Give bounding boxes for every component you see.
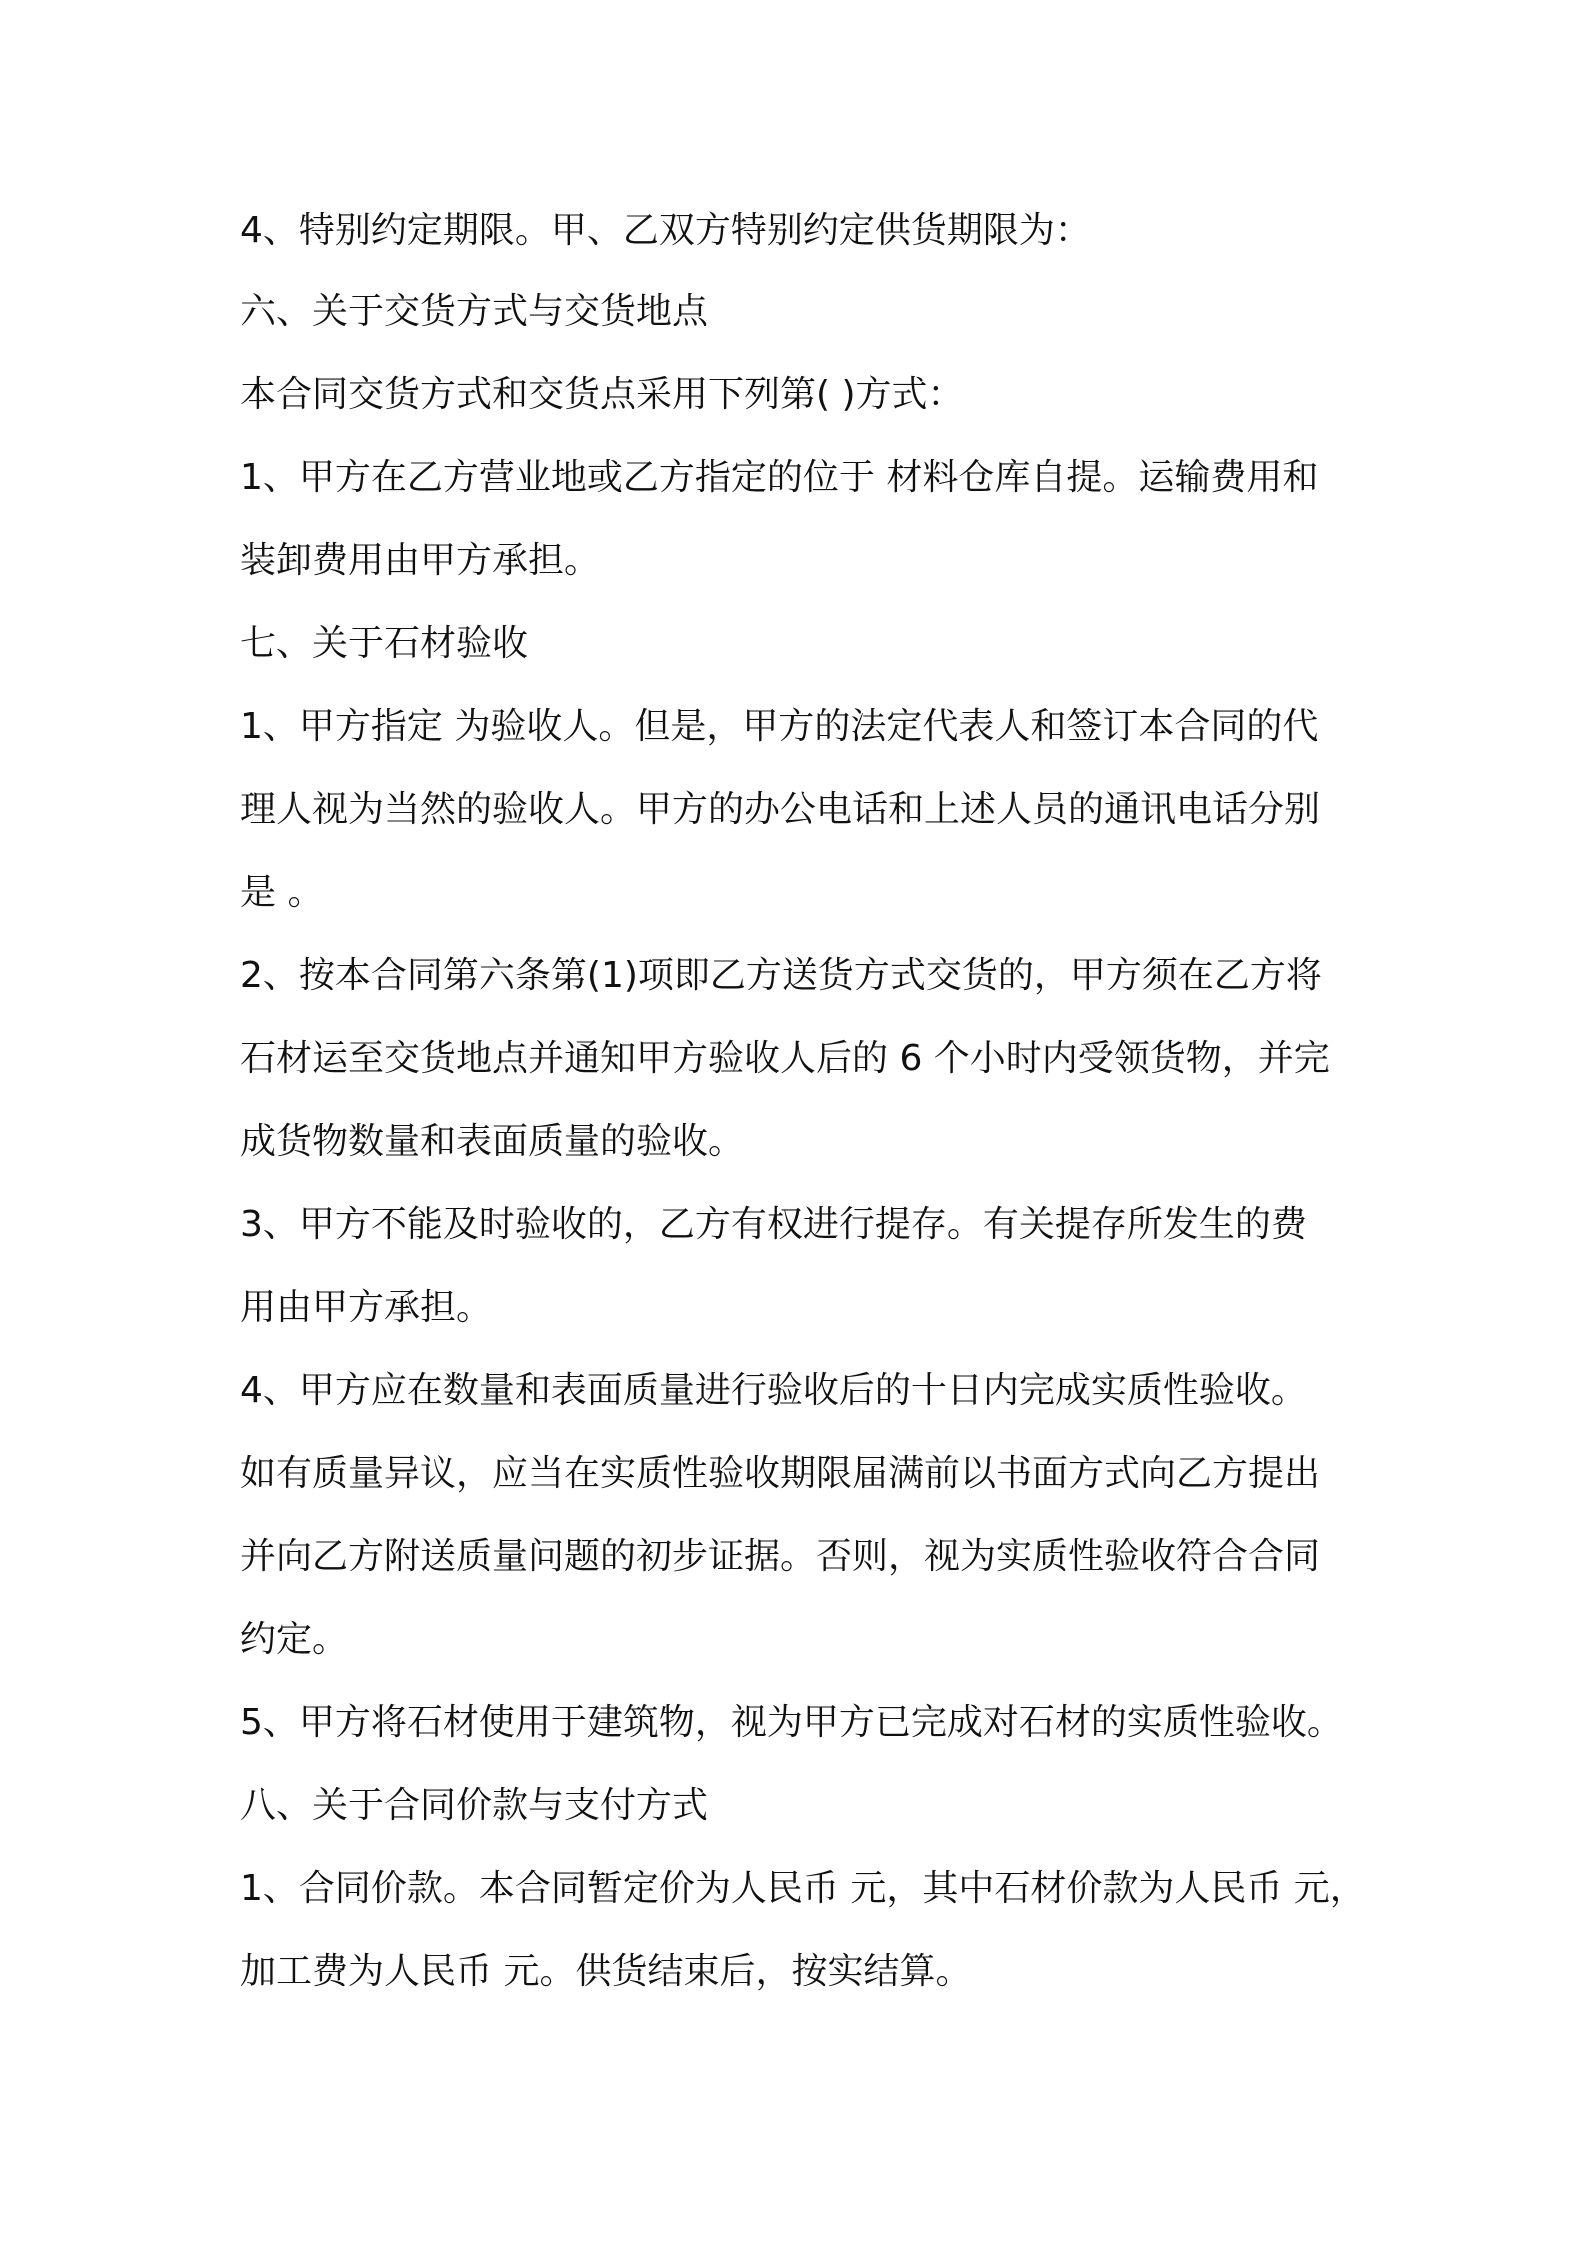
section-7-item-3-line-1: 3、甲方不能及时验收的，乙方有权进行提存。有关提存所发生的费	[240, 1204, 1307, 1245]
section-7-item-4-line-3: 并向乙方附送质量问题的初步证据。否则，视为实质性验收符合合同	[240, 1536, 1321, 1577]
section-7-item-3-line-2: 用由甲方承担。	[240, 1287, 493, 1328]
clause-4-supply-period: 4、特别约定期限。甲、乙双方特别约定供货期限为：	[240, 210, 1091, 251]
section-7-item-2-line-3: 成货物数量和表面质量的验收。	[240, 1121, 745, 1162]
section-6-item-1-line-1: 1、甲方在乙方营业地或乙方指定的位于 材料仓库自提。运输费用和	[240, 457, 1319, 498]
section-8-item-1-line-2: 加工费为人民币 元。供货结束后，按实结算。	[240, 1951, 972, 1992]
section-8-heading: 八、关于合同价款与支付方式	[240, 1785, 709, 1826]
section-7-item-1-line-2: 理人视为当然的验收人。甲方的办公电话和上述人员的通讯电话分别	[240, 789, 1321, 830]
section-6-intro: 本合同交货方式和交货点采用下列第( )方式：	[240, 374, 964, 415]
section-8-item-1-line-1: 1、合同价款。本合同暂定价为人民币 元，其中石材价款为人民币 元，	[240, 1868, 1366, 1909]
section-7-item-4-line-1: 4、甲方应在数量和表面质量进行验收后的十日内完成实质性验收。	[240, 1370, 1307, 1411]
section-6-item-1-line-2: 装卸费用由甲方承担。	[240, 540, 601, 581]
section-7-heading: 七、关于石材验收	[240, 623, 529, 664]
section-6-heading: 六、关于交货方式与交货地点	[240, 291, 709, 332]
section-7-item-1-line-1: 1、甲方指定 为验收人。但是，甲方的法定代表人和签订本合同的代	[240, 706, 1319, 747]
section-7-item-5: 5、甲方将石材使用于建筑物，视为甲方已完成对石材的实质性验收。	[240, 1702, 1343, 1743]
section-7-item-4-line-4: 约定。	[240, 1619, 349, 1660]
section-7-item-4-line-2: 如有质量异议，应当在实质性验收期限届满前以书面方式向乙方提出	[240, 1453, 1321, 1494]
section-7-item-1-line-3: 是 。	[240, 872, 324, 913]
section-7-item-2-line-1: 2、按本合同第六条第(1)项即乙方送货方式交货的，甲方须在乙方将	[240, 955, 1322, 996]
section-7-item-2-line-2: 石材运至交货地点并通知甲方验收人后的 6 个小时内受领货物，并完	[240, 1038, 1330, 1079]
